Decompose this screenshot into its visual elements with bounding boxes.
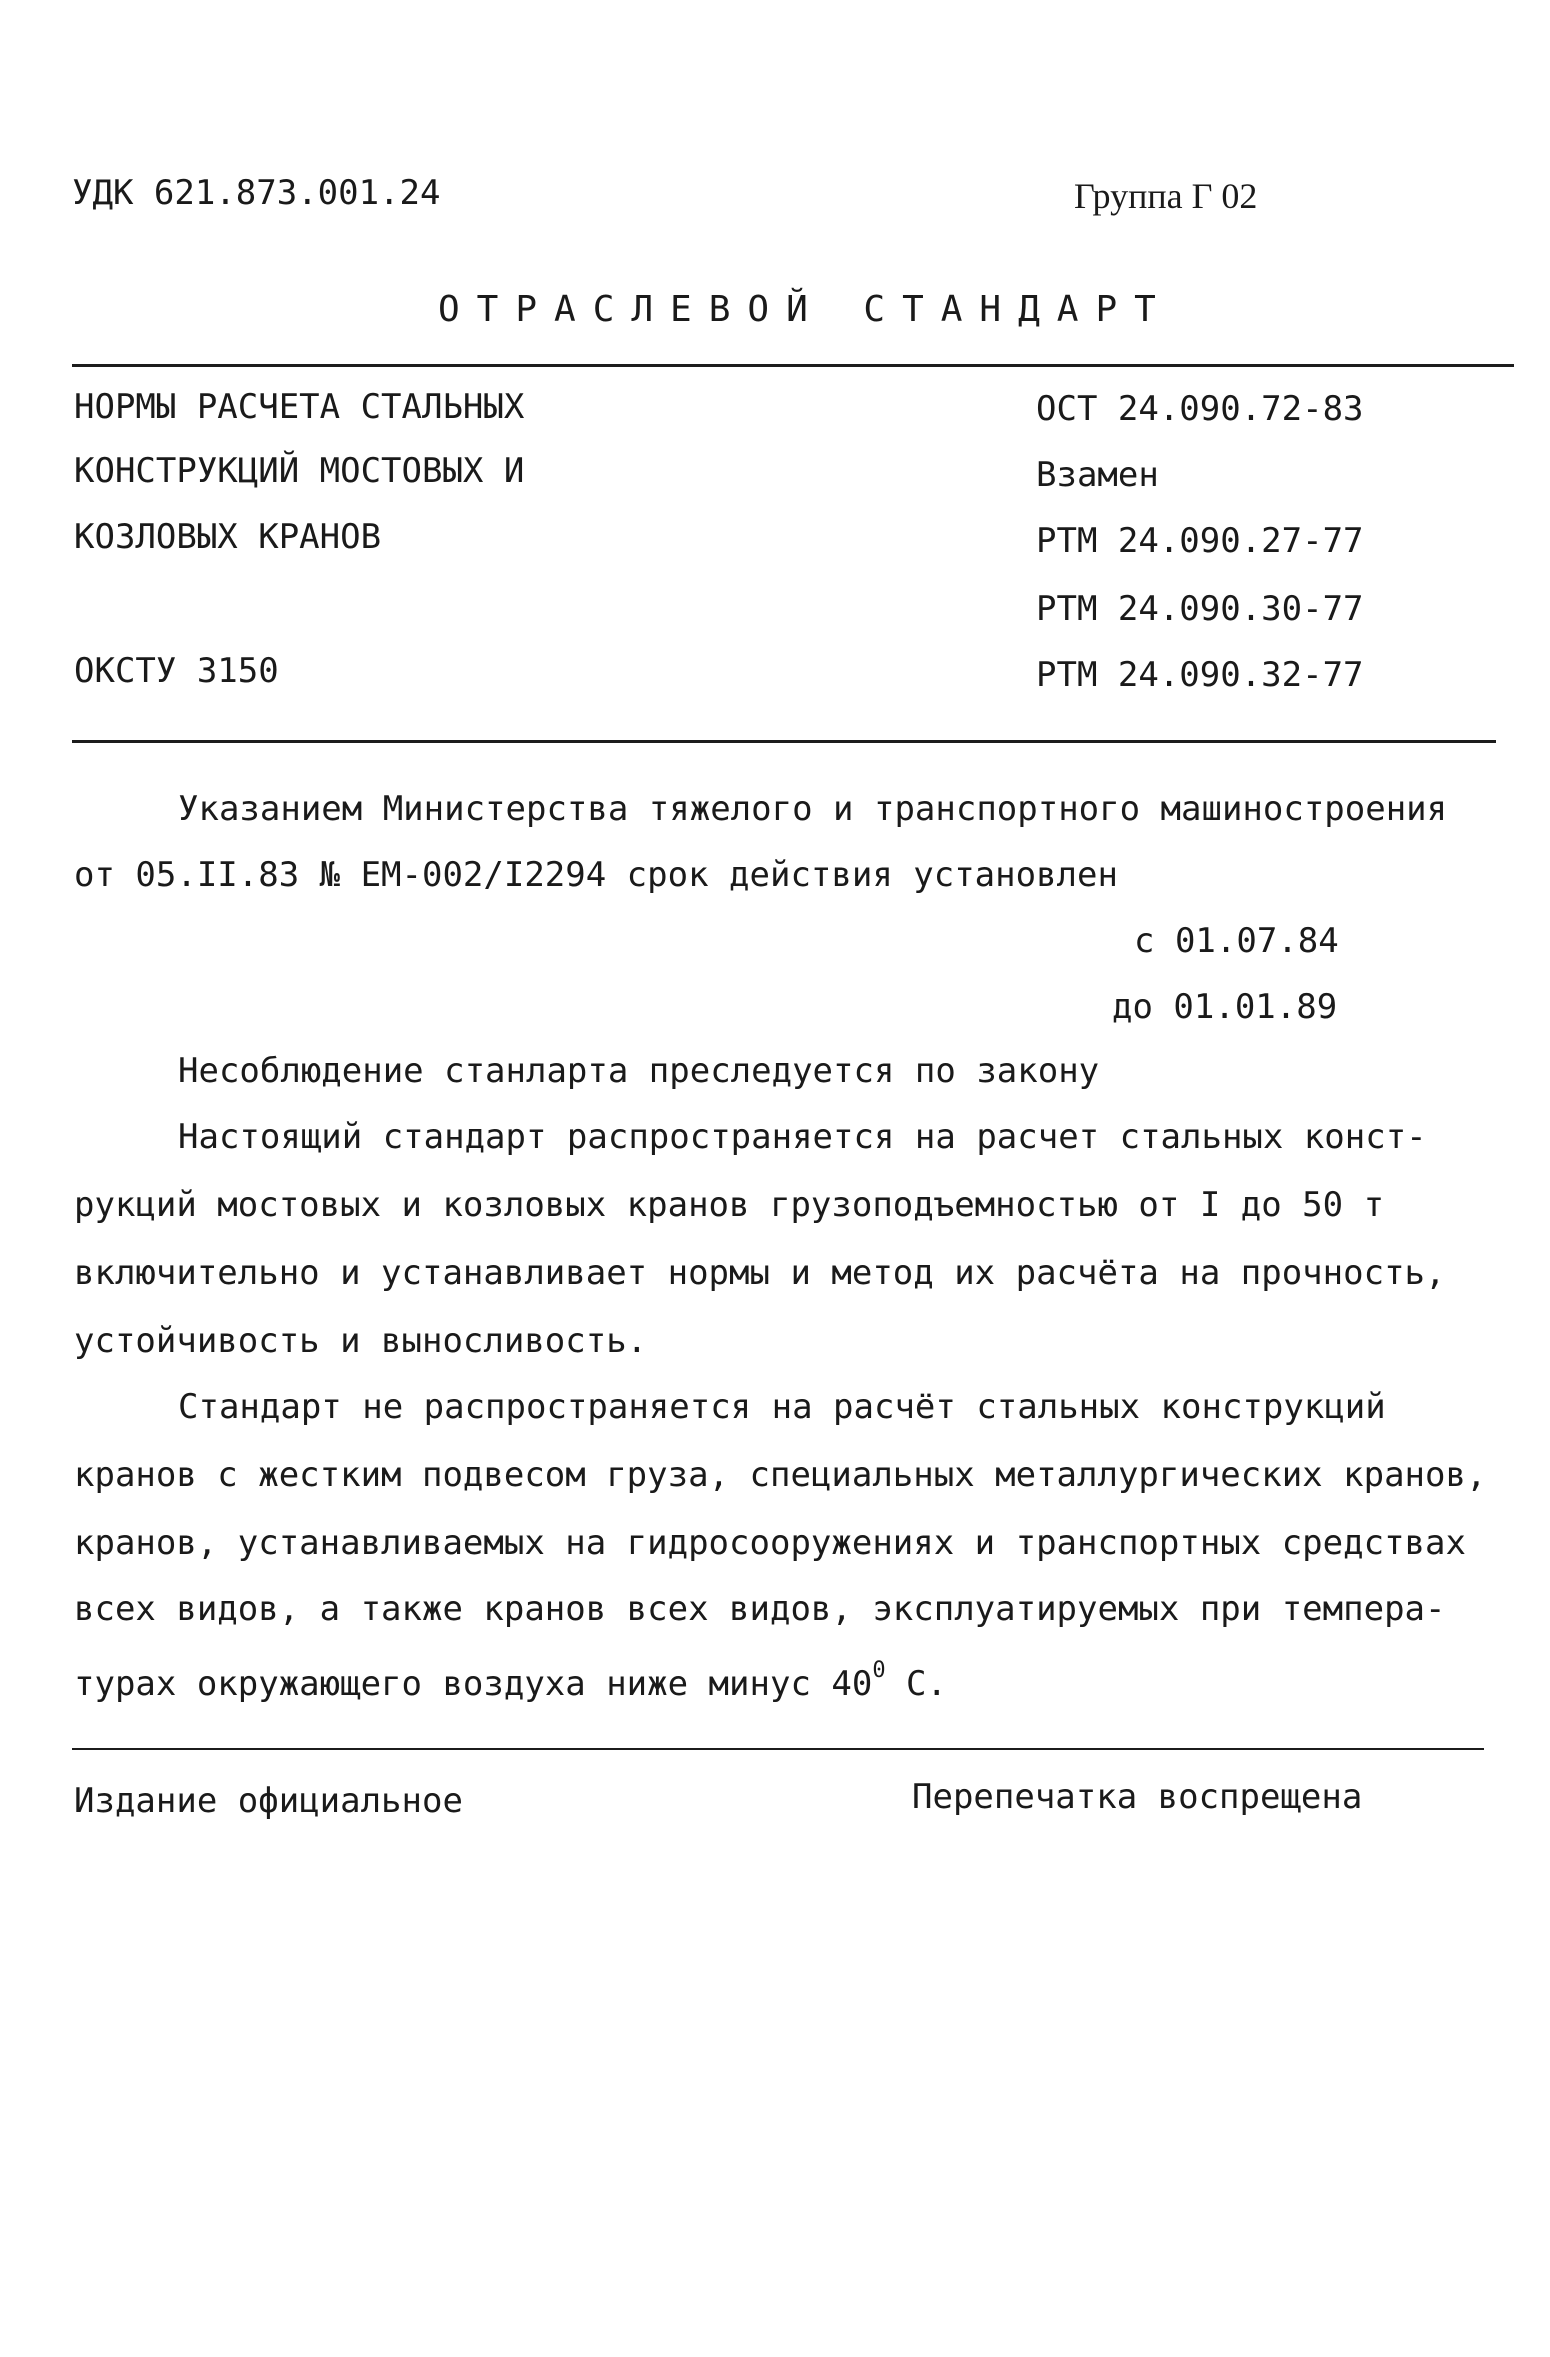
bottom-rule bbox=[72, 1748, 1484, 1750]
exclusion-para-text: турах окружающего воздуха ниже минус 40 bbox=[74, 1664, 873, 1704]
ost-number: ОСТ 24.090.72-83 bbox=[1036, 389, 1364, 429]
exclusion-para-line: всех видов, а также кранов всех видов, эксплуатируемых при темпера- bbox=[74, 1589, 1446, 1629]
standard-heading: ОТРАСЛЕВОЙ СТАНДАРТ bbox=[438, 289, 1173, 330]
exclusion-para-line: кранов с жестким подвесом груза, специальных металлургических кранов, bbox=[74, 1455, 1487, 1495]
scope-para-line: устойчивость и выносливость. bbox=[74, 1321, 648, 1361]
title-line-3: КОЗЛОВЫХ КРАНОВ bbox=[74, 517, 382, 557]
top-rule bbox=[72, 364, 1514, 367]
edition-label: Издание официальное bbox=[74, 1781, 463, 1821]
decree-number-line: от 05.II.83 № ЕМ-002/I2294 срок действия установлен bbox=[74, 855, 1118, 895]
degree-mark: 0 bbox=[872, 1658, 886, 1683]
scope-para-line: рукций мостовых и козловых кранов грузоподъемностью от I до 50 т bbox=[74, 1185, 1385, 1225]
scope-para-line: Настоящий стандарт распространяется на расчет стальных конст- bbox=[178, 1117, 1427, 1157]
title-line-1: НОРМЫ РАСЧЕТА СТАЛЬНЫХ bbox=[74, 387, 525, 427]
reprint-notice: Перепечатка воспрещена bbox=[912, 1777, 1363, 1817]
valid-to: до 01.01.89 bbox=[1112, 987, 1338, 1027]
legal-notice: Несоблюдение станларта преследуется по закону bbox=[178, 1051, 1100, 1091]
replaces-label: Взамен bbox=[1036, 455, 1159, 495]
ministry-decree-line: Указанием Министерства тяжелого и транспортного машиностроения bbox=[178, 789, 1448, 829]
udk-code: УДК 621.873.001.24 bbox=[72, 173, 441, 213]
replaced-rtm-1: РТМ 24.090.27-77 bbox=[1036, 521, 1364, 561]
scope-para-line: включительно и устанавливает нормы и метод их расчёта на прочность, bbox=[74, 1253, 1446, 1293]
celsius-unit: С. bbox=[885, 1664, 947, 1704]
middle-rule bbox=[72, 740, 1496, 743]
exclusion-para-line: Стандарт не распространяется на расчёт стальных конструкций bbox=[178, 1387, 1386, 1427]
title-line-2: КОНСТРУКЦИЙ МОСТОВЫХ И bbox=[74, 451, 525, 491]
valid-from: с 01.07.84 bbox=[1134, 921, 1339, 961]
group-code: Группа Г 02 bbox=[1074, 176, 1258, 216]
exclusion-para-last-line bbox=[74, 1658, 947, 1704]
replaced-rtm-3: РТМ 24.090.32-77 bbox=[1036, 655, 1364, 695]
replaced-rtm-2: РТМ 24.090.30-77 bbox=[1036, 589, 1364, 629]
oksty-code: ОКСТУ 3150 bbox=[74, 651, 279, 691]
exclusion-para-line: кранов, устанавливаемых на гидросооружениях и транспортных средствах bbox=[74, 1523, 1466, 1563]
